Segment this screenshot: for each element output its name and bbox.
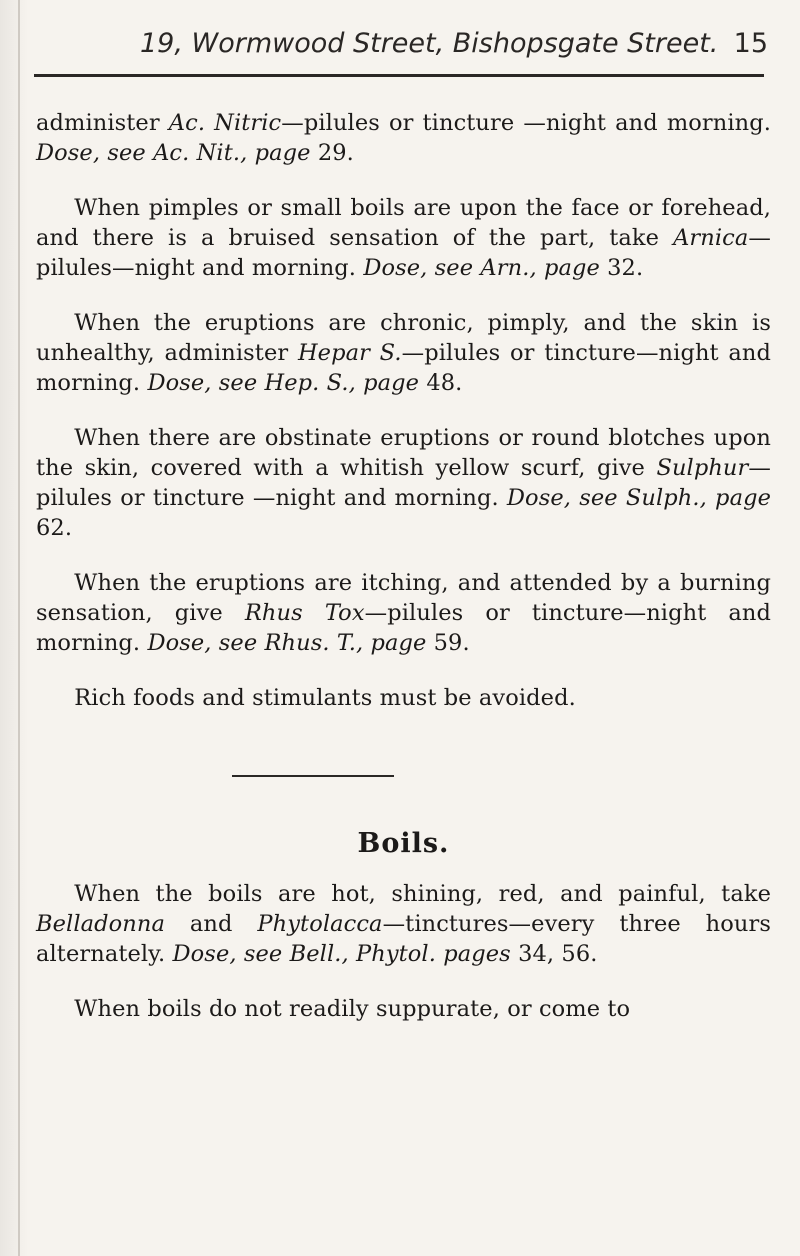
italic-text: Arnica (673, 225, 749, 251)
text-run: 62. (36, 515, 73, 541)
text-run: When there are obstinate eruptions or round blotches upon the skin, covered with a whitish yellow scurf, give (36, 425, 771, 481)
paragraph (36, 683, 771, 713)
paragraph (36, 568, 771, 658)
text-run: —pilules or tincture—night and morning. (36, 340, 771, 396)
text-run: administer (36, 110, 169, 136)
page-body (36, 108, 771, 1049)
binding-edge (18, 0, 20, 1256)
text-run: 29. (310, 140, 354, 166)
text-run: 34, 56. (510, 941, 598, 967)
italic-text: Sulphur (656, 455, 749, 481)
italic-text: Belladonna (36, 911, 166, 937)
italic-text: Rhus Tox (244, 600, 365, 626)
text-run: When the boils are hot, shining, red, and painful, take (74, 881, 771, 907)
section-title: Boils. (357, 828, 450, 859)
paragraph (36, 423, 771, 543)
header-rule (34, 74, 764, 77)
text-run: —pilules—night and morning. (36, 225, 771, 281)
text-run: and (165, 911, 258, 937)
page-header (0, 28, 800, 64)
italic-text: Ac. Nitric (168, 110, 282, 136)
running-head: 19, Wormwood Street, Bishopsgate Street. (140, 28, 719, 59)
paragraph (36, 108, 771, 168)
section-divider (232, 775, 394, 777)
text-run: 48. (419, 370, 463, 396)
page-number: 15 (733, 28, 768, 59)
paragraph (36, 193, 771, 283)
italic-text: Dose, see Rhus. T., page (147, 630, 427, 656)
text-run: When the eruptions are itching, and attended by a burning sensation, give (36, 570, 771, 626)
italic-text: Hepar S. (297, 340, 402, 366)
text-run: —pilules or tincture—night and morning. (36, 600, 772, 656)
italic-text: Dose, see Bell., Phytol. pages (172, 941, 511, 967)
italic-text: Dose, see Sulph., page (506, 485, 771, 511)
text-run: When the eruptions are chronic, pimply, and the skin is unhealthy, administer (36, 310, 771, 366)
italic-text: Dose, see Hep. S., page (147, 370, 420, 396)
text-run: Rich foods and stimulants must be avoided. (74, 685, 576, 711)
page-gutter-shadow (0, 0, 28, 1256)
italic-text: Dose, see Arn., page (363, 255, 600, 281)
text-run: —pilules or tincture —night and morning. (36, 455, 771, 511)
italic-text: Dose, see Ac. Nit., page (36, 140, 311, 166)
text-run: When pimples or small boils are upon the face or forehead, and there is a bruised sensation of the part, take (36, 195, 771, 251)
text-run: 32. (599, 255, 644, 281)
paragraph (36, 308, 771, 398)
text-run: —pilules or tincture —night and morning. (281, 110, 771, 136)
text-run: —tinctures—every three hours alternately. (36, 911, 771, 967)
text-run: 59. (426, 630, 470, 656)
text-run: When boils do not readily suppurate, or come to (74, 996, 631, 1022)
paragraph (36, 994, 771, 1024)
italic-text: Phytolacca (257, 911, 383, 937)
paragraph (36, 879, 771, 969)
